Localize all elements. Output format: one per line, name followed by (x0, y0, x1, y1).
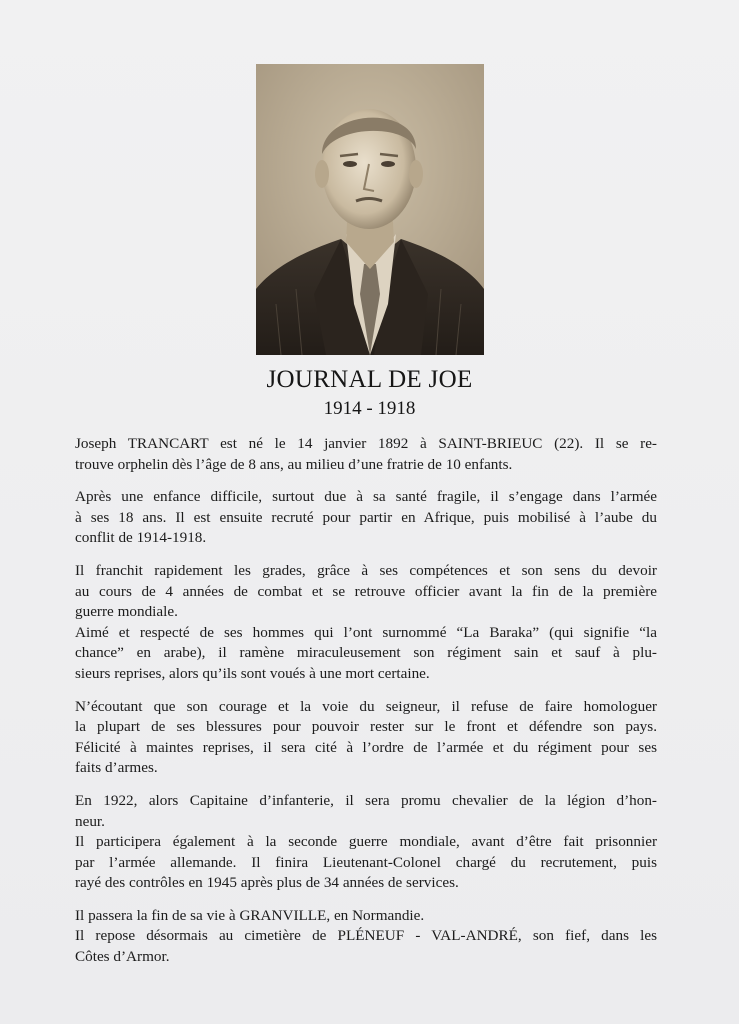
document-years: 1914 - 1918 (323, 398, 416, 419)
biography-text (75, 434, 657, 980)
text-line: neur. (75, 812, 105, 830)
paragraph (75, 561, 657, 685)
text-line: conflit de 1914-1918. (75, 529, 207, 547)
text-line: Il repose désormais au cimetière de PLÉNEUF - VAL-ANDRÉ, son fief, dans les (75, 927, 657, 945)
text-line: Il participera également à la seconde guerre mondiale, avant d’être fait prisonnier (75, 833, 657, 851)
text-line: Après une enfance difficile, surtout due à sa santé fragile, il s’engage dans l’armée (75, 488, 657, 506)
text-line: Côtes d’Armor. (75, 948, 170, 966)
text-line: Il franchit rapidement les grades, grâce à ses compétences et son sens du devoir (75, 561, 657, 579)
paragraph (75, 434, 657, 475)
text-line: Aimé et respecté de ses hommes qui l’ont surnommé “La Baraka” (qui signifie “la (75, 623, 657, 641)
portrait-image (256, 64, 484, 355)
document-title: JOURNAL DE JOE (266, 366, 473, 393)
text-line: trouve orphelin dès l’âge de 8 ans, au milieu d’une fratrie de 10 enfants. (75, 455, 513, 473)
paragraph (75, 906, 657, 968)
paragraph (75, 487, 657, 549)
text-line: à ses 18 ans. Il est ensuite recruté pour partir en Afrique, puis mobilisé à l’aube du (75, 508, 657, 526)
text-line: faits d’armes. (75, 759, 158, 777)
text-line: la plupart de ses blessures pour pouvoir rester sur le front et défendre son pays. (75, 718, 657, 736)
paragraph (75, 791, 657, 894)
paragraph (75, 697, 657, 779)
text-line: guerre mondiale. (75, 603, 178, 621)
text-line: Joseph TRANCART est né le 14 janvier 1892 à SAINT-BRIEUC (22). Il se re- (75, 435, 657, 452)
text-line: Il passera la fin de sa vie à GRANVILLE, en Normandie. (75, 906, 425, 924)
text-line: sieurs reprises, alors qu’ils sont voués à une mort certaine. (75, 664, 430, 682)
text-line: par l’armée allemande. Il finira Lieutenant-Colonel chargé du recrutement, puis (75, 853, 657, 871)
text-line: au cours de 4 années de combat et se retrouve officier avant la fin de la première (75, 582, 657, 600)
text-line: Félicité à maintes reprises, il sera cité à l’ordre de l’armée et du régiment pour ses (75, 738, 657, 756)
text-line: rayé des contrôles en 1945 après plus de 34 années de services. (75, 874, 459, 892)
text-line: chance” en arabe), il ramène miraculeusement son régiment sain et sauf à plu- (75, 644, 657, 662)
portrait-photo (256, 64, 484, 355)
text-line: N’écoutant que son courage et la voie du seigneur, il refuse de faire homologuer (75, 697, 657, 715)
text-line: En 1922, alors Capitaine d’infanterie, il sera promu chevalier de la légion d’hon- (75, 791, 657, 809)
